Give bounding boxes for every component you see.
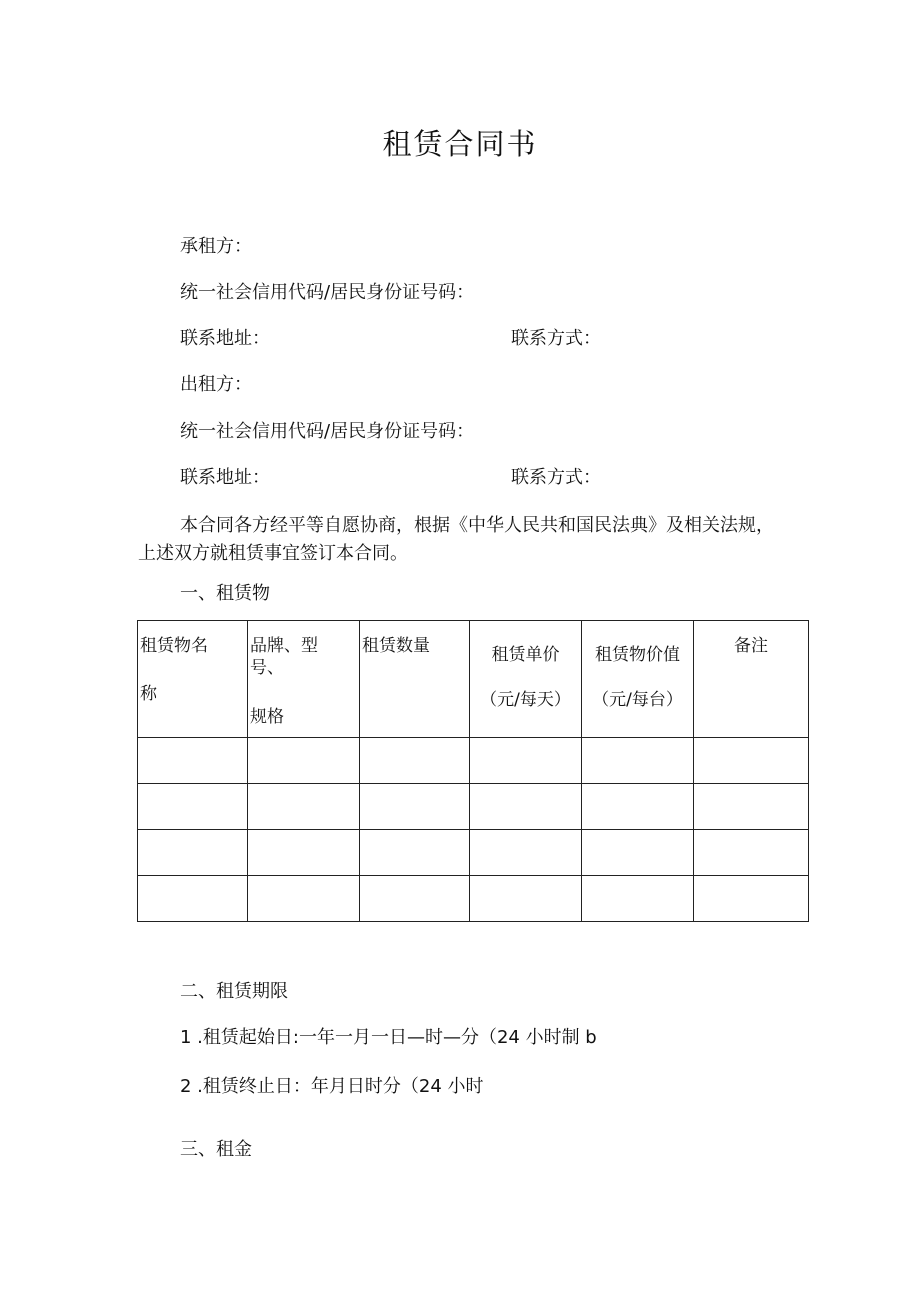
lessor-id-label: 统一社会信用代码/居民身份证号码： <box>180 421 475 442</box>
table-cell[interactable] <box>694 876 809 922</box>
table-cell[interactable] <box>360 784 470 830</box>
table-cell[interactable] <box>582 738 694 784</box>
document-title: 租赁合同书 <box>382 127 538 161</box>
table-cell[interactable] <box>582 784 694 830</box>
table-cell[interactable] <box>360 830 470 876</box>
table-cell[interactable] <box>138 876 248 922</box>
table-cell[interactable] <box>248 784 360 830</box>
table-cell[interactable] <box>138 784 248 830</box>
header-item-value <box>582 621 694 738</box>
intro-line-1: 本合同各方经平等自愿协商，根据《中华人民共和国民法典》及相关法规， <box>180 515 774 536</box>
table-cell[interactable] <box>248 738 360 784</box>
header-value-line-2: （元/每台） <box>592 690 683 710</box>
table-cell[interactable] <box>470 738 582 784</box>
lessee-id-label: 统一社会信用代码/居民身份证号码： <box>180 282 475 303</box>
table-cell[interactable] <box>470 876 582 922</box>
lessee-address-label: 联系地址： <box>180 328 270 349</box>
table-cell[interactable] <box>694 738 809 784</box>
table-cell[interactable] <box>694 784 809 830</box>
table-cell[interactable] <box>360 876 470 922</box>
header-quantity-text: 租赁数量 <box>362 636 430 656</box>
table-row <box>138 876 809 922</box>
header-remarks <box>694 621 809 738</box>
header-unit-price-line-1: 租赁单价 <box>491 645 560 665</box>
lessee-label: 承租方： <box>180 236 252 257</box>
table-cell[interactable] <box>582 876 694 922</box>
lessor-label: 出租方： <box>180 374 252 395</box>
header-quantity <box>360 621 470 738</box>
lease-items-table <box>137 620 809 922</box>
section-2-heading: 二、租赁期限 <box>180 981 288 1002</box>
table-cell[interactable] <box>470 784 582 830</box>
section-1-heading: 一、租赁物 <box>180 583 270 604</box>
lease-start-date: 1 .租赁起始日:一年一月一日—时—分（24 小时制 b <box>180 1027 597 1048</box>
table-cell[interactable] <box>470 830 582 876</box>
header-item-name-line-1: 租赁物名 <box>140 636 208 656</box>
intro-line-2: 上述双方就租赁事宜签订本合同。 <box>138 543 408 564</box>
table-cell[interactable] <box>694 830 809 876</box>
header-brand-line-3: 规格 <box>250 707 284 727</box>
lease-end-date: 2 .租赁终止日：年月日时分（24 小时 <box>180 1076 484 1097</box>
section-3-heading: 三、租金 <box>180 1139 252 1160</box>
intro-paragraph <box>138 512 798 568</box>
header-unit-price-line-2: （元/每天） <box>480 690 571 710</box>
table-cell[interactable] <box>248 876 360 922</box>
header-value-line-1: 租赁物价值 <box>595 645 680 665</box>
lessor-address-label: 联系地址： <box>180 467 270 488</box>
table-row <box>138 830 809 876</box>
table-cell[interactable] <box>248 830 360 876</box>
header-unit-price <box>470 621 582 738</box>
header-item-name-line-2: 称 <box>140 684 157 704</box>
table-header-row <box>138 621 809 738</box>
header-item-name <box>138 621 248 738</box>
table-cell[interactable] <box>138 738 248 784</box>
header-brand-model <box>248 621 360 738</box>
lessor-contact-label: 联系方式： <box>511 467 601 488</box>
table-row <box>138 738 809 784</box>
header-brand-line-1: 品牌、型 <box>250 636 318 656</box>
table-cell[interactable] <box>360 738 470 784</box>
table-row <box>138 784 809 830</box>
header-remarks-text: 备注 <box>734 636 768 656</box>
table-cell[interactable] <box>582 830 694 876</box>
lessee-contact-label: 联系方式： <box>511 328 601 349</box>
table-cell[interactable] <box>138 830 248 876</box>
header-brand-line-2: 号、 <box>250 658 284 678</box>
